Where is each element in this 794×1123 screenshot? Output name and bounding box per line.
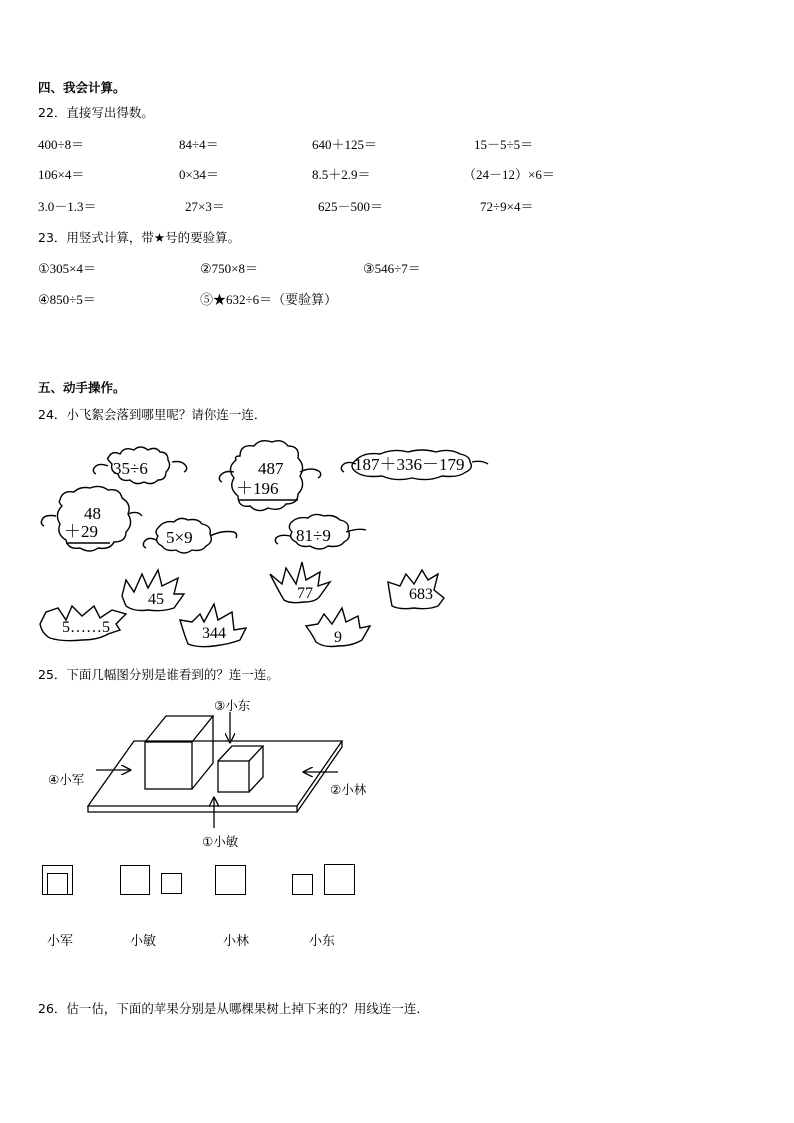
grass-number: 77 (297, 585, 313, 602)
calc-item: 3.0－1.3＝ (38, 199, 97, 214)
viewer-label: ④小军 (48, 772, 85, 787)
grass-number: 5……5 (62, 619, 110, 636)
cloud-expression: 35÷6 (113, 459, 148, 478)
view-small-square (292, 874, 313, 895)
question-26-label: 26．估一估，下面的苹果分别是从哪棵果树上掉下来的？用线连一连． (38, 1001, 429, 1016)
view-big-square (120, 865, 150, 895)
view-inner-square (47, 873, 68, 895)
calc-item: 84÷4＝ (179, 137, 219, 152)
cloud-expression: 487 (258, 459, 284, 478)
vertical-calc-item: ②750×8＝ (200, 261, 258, 276)
view-small-square (161, 873, 182, 894)
section-4-title: 四、我会计算。 (38, 80, 126, 95)
vertical-calc-item: ⑤★632÷6＝（要验算） (200, 292, 338, 307)
question-23-label: 23．用竖式计算，带★号的要验算。 (38, 230, 241, 245)
view-big-square (215, 865, 246, 895)
section-5-title: 五、动手操作。 (38, 380, 126, 395)
grass-number: 45 (148, 591, 164, 608)
grass-number: 683 (409, 586, 433, 603)
calc-item: 0×34＝ (179, 167, 219, 182)
calc-item: 8.5＋2.9＝ (312, 167, 371, 182)
viewer-label: ①小敏 (202, 834, 239, 849)
question-24-label: 24．小飞絮会落到哪里呢？请你连一连． (38, 407, 267, 422)
grass-number: 344 (202, 625, 226, 642)
cloud-expression: 5×9 (166, 528, 193, 547)
calc-item: 640＋125＝ (312, 137, 378, 152)
vertical-calc-item: ③546÷7＝ (363, 261, 421, 276)
name-label: 小敏 (130, 934, 157, 949)
viewer-label: ③小东 (214, 698, 251, 713)
calc-item: 625－500＝ (318, 199, 384, 214)
cloud-expression: 48 (84, 504, 101, 523)
cloud-expression: ＋196 (236, 479, 279, 498)
viewer-label: ②小林 (330, 782, 367, 797)
calc-item: （24－12）×6＝ (463, 167, 555, 182)
calc-item: 400÷8＝ (38, 137, 85, 152)
cloud-expression: 81÷9 (296, 526, 331, 545)
vertical-calc-item: ④850÷5＝ (38, 292, 96, 307)
vertical-calc-item: ①305×4＝ (38, 261, 96, 276)
question-25-label: 25．下面几幅图分别是谁看到的？连一连。 (38, 667, 279, 682)
question-22-label: 22．直接写出得数。 (38, 105, 154, 120)
calc-item: 72÷9×4＝ (480, 199, 534, 214)
calc-item: 27×3＝ (185, 199, 225, 214)
cloud-expression: ＋29 (64, 522, 98, 541)
name-label: 小东 (309, 934, 336, 949)
name-label: 小林 (223, 934, 250, 949)
grass-number: 9 (334, 629, 342, 646)
calc-item: 106×4＝ (38, 167, 85, 182)
board-shape (88, 741, 342, 806)
view-big-square (324, 864, 355, 895)
cloud-expression: 187＋336－179 (354, 455, 465, 474)
calc-item: 15－5÷5＝ (474, 137, 534, 152)
name-label: 小军 (47, 934, 74, 949)
